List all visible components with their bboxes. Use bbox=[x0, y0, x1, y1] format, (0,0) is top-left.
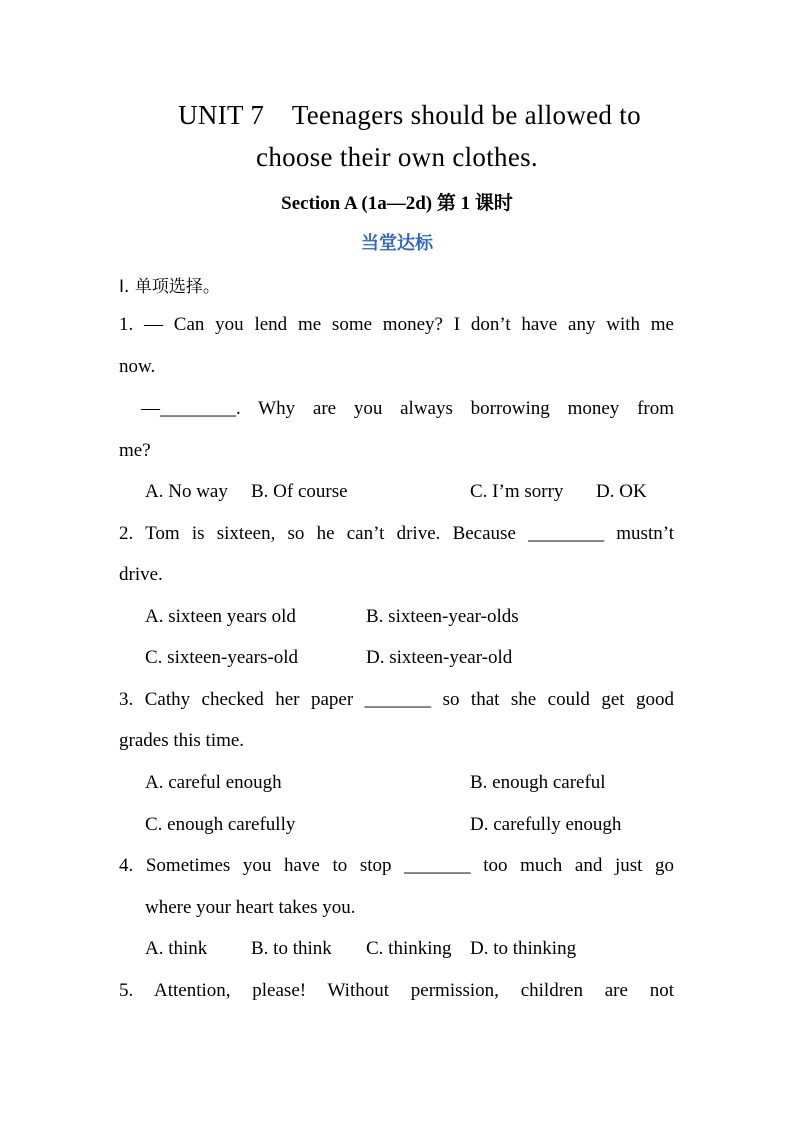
question-2-line-1: 2. Tom is sixteen, so he can’t drive. Because ________ mustn’t bbox=[119, 523, 674, 544]
question-4-option-a: A. think bbox=[145, 938, 208, 959]
question-3-option-a: A. careful enough bbox=[145, 772, 282, 793]
question-1-option-d: D. OK bbox=[596, 481, 647, 502]
question-3-option-d: D. carefully enough bbox=[470, 814, 622, 835]
question-2-option-b: B. sixteen-year-olds bbox=[366, 606, 519, 627]
question-3-line-1: 3. Cathy checked her paper _______ so that she could get good bbox=[119, 689, 674, 710]
question-1-line-4: me? bbox=[119, 440, 151, 461]
question-2-option-a: A. sixteen years old bbox=[145, 606, 296, 627]
question-4-line-2: where your heart takes you. bbox=[145, 897, 356, 918]
question-2-option-d: D. sixteen-year-old bbox=[366, 647, 513, 668]
question-3-line-2: grades this time. bbox=[119, 730, 245, 751]
unit-title-line-2: choose their own clothes. bbox=[256, 142, 538, 172]
question-1-option-b: B. Of course bbox=[251, 481, 348, 502]
question-5-line-1: 5. Attention, please! Without permission, children are not bbox=[119, 980, 674, 1001]
question-2-line-2: drive. bbox=[119, 564, 163, 585]
question-4-option-c: C. thinking bbox=[366, 938, 452, 959]
question-3-option-c: C. enough carefully bbox=[145, 814, 296, 835]
question-4-option-d: D. to thinking bbox=[470, 938, 577, 959]
question-1-line-1: 1. — Can you lend me some money? I don’t have any with me bbox=[119, 314, 674, 335]
question-4-line-1: 4. Sometimes you have to stop _______ too much and just go bbox=[119, 855, 674, 876]
question-3-option-b: B. enough careful bbox=[470, 772, 606, 793]
part-heading: Ⅰ. 单项选择。 bbox=[119, 277, 220, 297]
unit-title-line-1: UNIT 7 Teenagers should be allowed to bbox=[178, 100, 641, 130]
question-1-option-c: C. I’m sorry bbox=[470, 481, 564, 502]
question-4-option-b: B. to think bbox=[251, 938, 332, 959]
class-practice-heading: 当堂达标 bbox=[361, 233, 433, 254]
question-2-option-c: C. sixteen-years-old bbox=[145, 647, 299, 668]
question-1-line-2: now. bbox=[119, 356, 156, 377]
question-1-line-3: —________. Why are you always borrowing money from bbox=[141, 398, 674, 419]
section-heading: Section A (1a—2d) 第 1 课时 bbox=[281, 193, 513, 214]
question-1-option-a: A. No way bbox=[145, 481, 228, 502]
